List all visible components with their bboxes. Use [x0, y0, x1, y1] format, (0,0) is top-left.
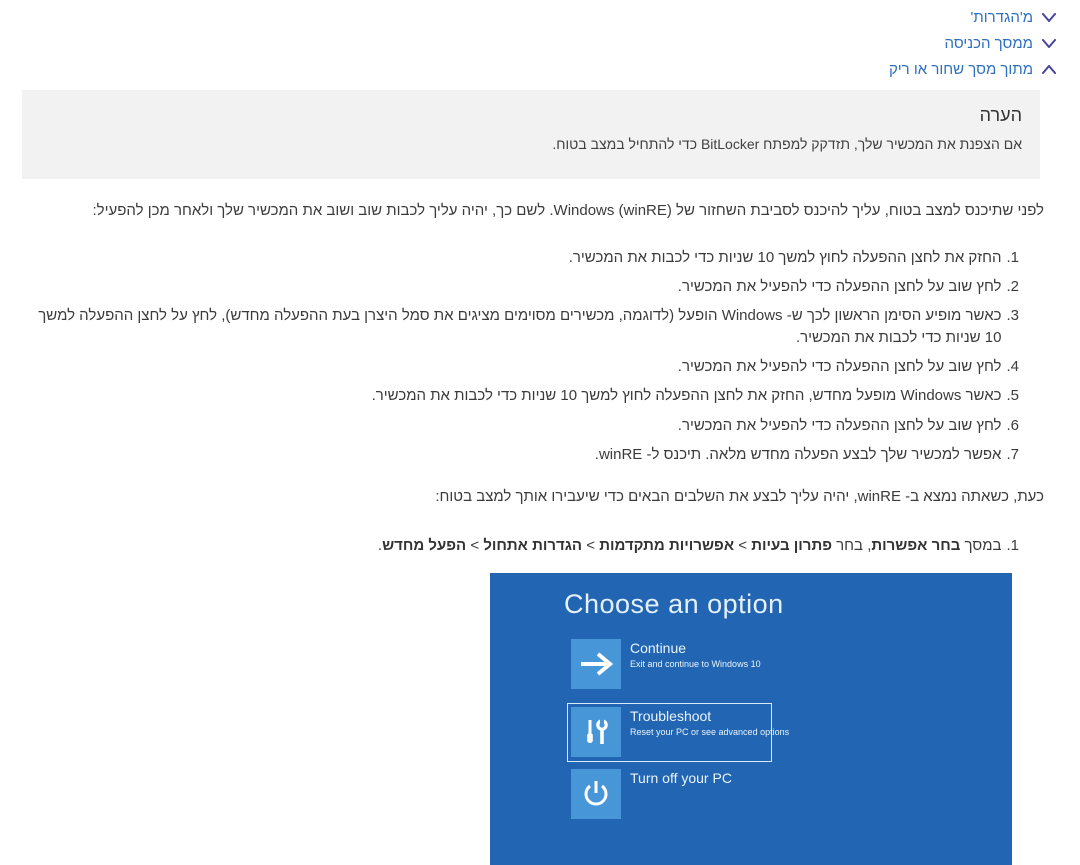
power-cycle-steps — [22, 247, 1019, 465]
note-box — [22, 90, 1040, 179]
list-number: 5. — [1006, 387, 1019, 405]
list-text: כאשר מופיע הסימן הראשון לכך ש- Windows הופעל (לדוגמה, מכשירים מסוימים מציגים את סמל היצרן בעת ההפעלה מחדש), לחץ על לחצן ההפעלה למשך 10 שניות כדי לכבות את המכשיר. — [38, 307, 1002, 346]
chevron-down-icon — [1042, 13, 1056, 22]
tools-icon — [571, 707, 621, 757]
list-item — [22, 444, 1019, 465]
option-label: Turn off your PC — [630, 770, 732, 787]
option-label: Troubleshoot — [630, 708, 712, 725]
arrow-right-icon — [571, 639, 621, 689]
list-text: לחץ שוב על לחצן ההפעלה כדי להפעיל את המכשיר. — [677, 357, 1002, 375]
list-number: 3. — [1006, 307, 1019, 325]
list-item — [22, 247, 1019, 268]
choose-option-screenshot — [490, 573, 1012, 865]
list-item — [22, 385, 1019, 406]
option-subtitle: Exit and continue to Windows 10 — [630, 659, 761, 670]
accordion-item-label: מתוך מסך שחור או ריק — [888, 60, 1033, 78]
list-text: אפשר למכשיר שלך לבצע הפעלה מחדש מלאה. תיכנס ל- winRE. — [594, 445, 1002, 463]
accordion-item-from-black-screen[interactable] — [22, 58, 1056, 80]
list-number: 1. — [1006, 248, 1019, 266]
list-item — [22, 415, 1019, 436]
list-number: 7. — [1006, 445, 1019, 463]
list-text: כאשר Windows מופעל מחדש, החזק את לחצן ההפעלה לחוץ למשך 10 שניות כדי לכבות את המכשיר. — [371, 387, 1002, 405]
list-number: 2. — [1006, 278, 1019, 296]
option-subtitle: Reset your PC or see advanced options — [630, 727, 790, 738]
accordion — [22, 6, 1056, 80]
troubleshoot-option — [571, 707, 789, 757]
continue-option — [571, 639, 761, 689]
list-item — [22, 535, 1019, 556]
note-body: אם הצפנת את המכשיר שלך, תזדקק למפתח BitLocker כדי להתחיל במצב בטוח. — [552, 136, 1022, 152]
power-icon — [571, 769, 621, 819]
list-item — [22, 356, 1019, 377]
list-item — [22, 276, 1019, 297]
list-number: 1. — [1006, 536, 1019, 554]
accordion-item-label: מ'הגדרות' — [970, 8, 1033, 26]
list-number: 4. — [1006, 357, 1019, 375]
chevron-up-icon — [1042, 65, 1056, 74]
turn-off-option — [571, 769, 732, 819]
accordion-item-label: ממסך הכניסה — [944, 34, 1033, 52]
list-text: לחץ שוב על לחצן ההפעלה כדי להפעיל את המכשיר. — [677, 416, 1002, 434]
list-number: 6. — [1006, 416, 1019, 434]
troubleshoot-focus-border — [567, 703, 790, 762]
list-text: החזק את לחצן ההפעלה לחוץ למשך 10 שניות כדי לכבות את המכשיר. — [568, 248, 1002, 266]
figure-title: Choose an option — [564, 589, 784, 620]
accordion-item-from-sign-in-screen[interactable] — [22, 32, 1056, 54]
safe-mode-steps — [22, 535, 1019, 556]
chevron-down-icon — [1042, 39, 1056, 48]
list-text: לחץ שוב על לחצן ההפעלה כדי להפעיל את המכשיר. — [677, 278, 1002, 296]
winre-paragraph: כעת, כשאתה נמצא ב- winRE, יהיה עליך לבצע את השלבים הבאים כדי שיעבירו אותך למצב בטוח: — [435, 488, 1044, 506]
option-label: Continue — [630, 640, 687, 657]
note-title: הערה — [979, 105, 1022, 125]
list-text: במסך בחר אפשרות, בחר פתרון בעיות > אפשרויות מתקדמות > הגדרות אתחול > הפעל מחדש. — [377, 536, 1002, 554]
list-item — [22, 305, 1019, 348]
intro-paragraph: לפני שתיכנס למצב בטוח, עליך להיכנס לסביבת השחזור של Windows (winRE). לשם כך, יהיה עליך לכבות שוב ושוב את המכשיר שלך ולאחר מכן להפעיל: — [92, 202, 1044, 219]
accordion-item-from-settings[interactable] — [22, 6, 1056, 28]
